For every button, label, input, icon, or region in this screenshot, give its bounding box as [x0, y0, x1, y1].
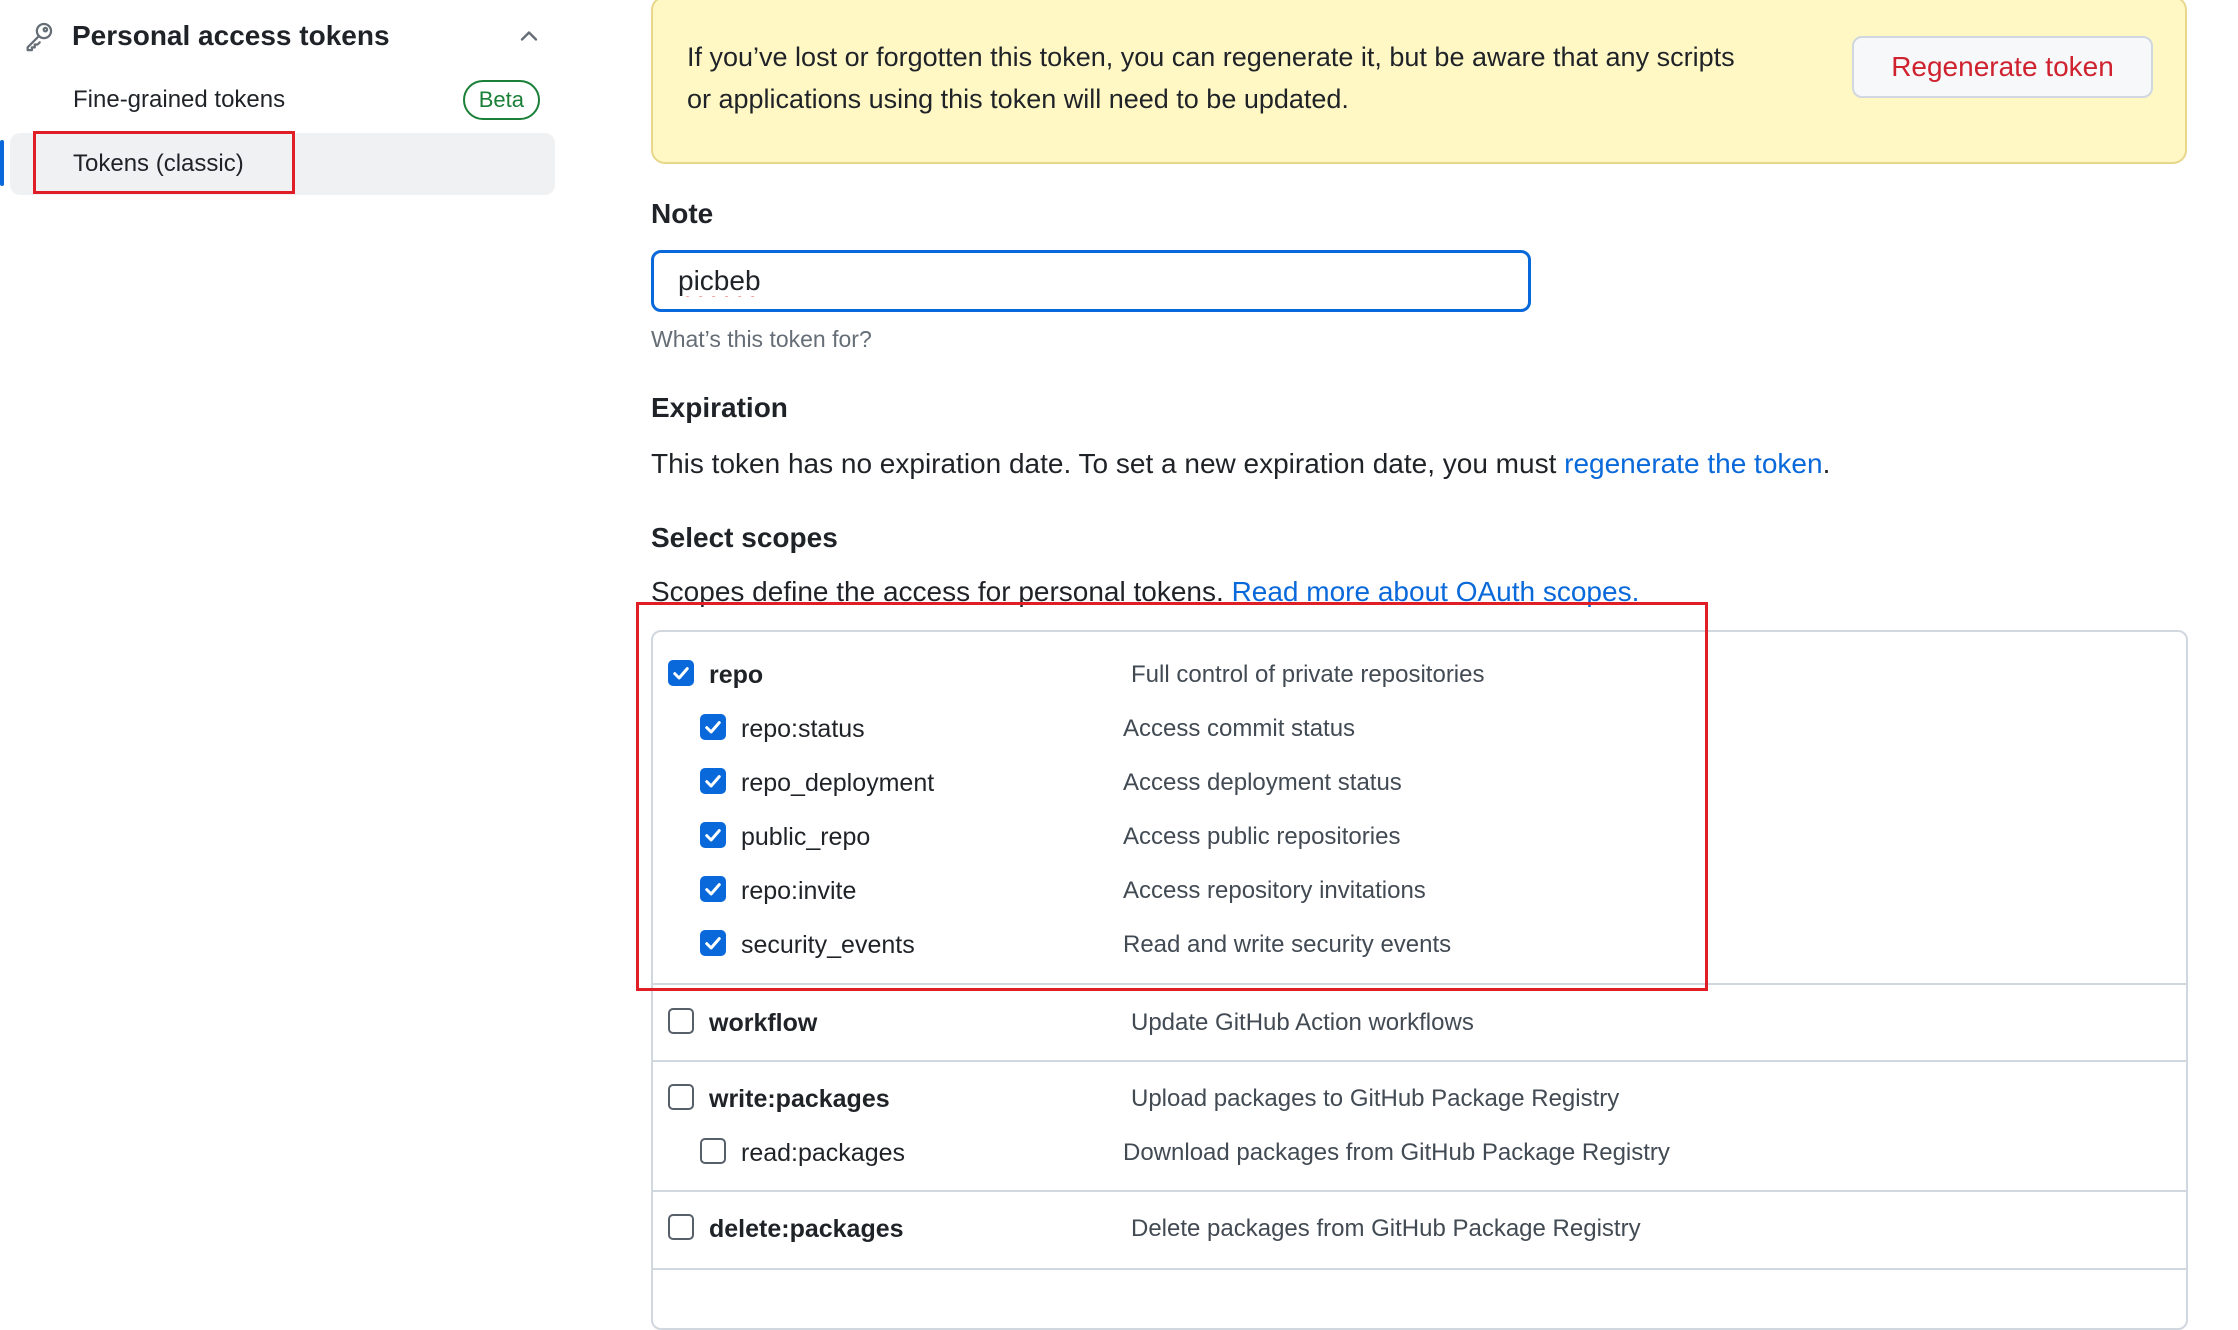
scope-name[interactable]: read:packages: [741, 1139, 906, 1167]
scope-group-divider: [651, 1190, 2188, 1192]
scope-row-delete-packages: [651, 1207, 2188, 1247]
expiration-suffix: .: [1822, 448, 1831, 479]
scopes-text: Scopes define the access for personal tokens.: [651, 576, 1232, 607]
scope-row-write-packages: [651, 1077, 2188, 1117]
scope-description: Upload packages to GitHub Package Registry: [1131, 1085, 1620, 1112]
scope-name[interactable]: security_events: [741, 931, 915, 959]
note-label: Note: [651, 198, 714, 229]
note-hint: What’s this token for?: [651, 326, 872, 352]
highlight-box-tokens-classic: [33, 131, 295, 194]
scope-checkbox[interactable]: [668, 1008, 694, 1034]
scope-name[interactable]: public_repo: [741, 823, 871, 851]
scope-description: Access commit status: [1123, 715, 1356, 742]
sidebar-section-title: Personal access tokens: [72, 20, 390, 51]
scope-name[interactable]: delete:packages: [709, 1215, 904, 1243]
scope-description: Access repository invitations: [1123, 877, 1426, 904]
note-input[interactable]: [651, 250, 1531, 312]
scope-description: Read and write security events: [1123, 931, 1452, 958]
scope-name[interactable]: workflow: [709, 1009, 818, 1037]
expiration-text: [651, 448, 1830, 480]
scope-row-read-packages: [651, 1131, 2188, 1171]
chevron-up-icon[interactable]: [515, 22, 543, 50]
oauth-scopes-link[interactable]: Read more about OAuth scopes.: [1231, 576, 1640, 607]
scope-checkbox[interactable]: [700, 1138, 726, 1164]
scope-name[interactable]: write:packages: [709, 1085, 890, 1113]
scope-description: Delete packages from GitHub Package Registry: [1131, 1215, 1641, 1242]
regenerate-token-button[interactable]: Regenerate token: [1852, 36, 2153, 98]
sidebar-section-personal-access-tokens[interactable]: [22, 12, 547, 60]
active-indicator: [0, 140, 4, 186]
scope-checkbox[interactable]: [668, 1214, 694, 1240]
scope-description: Update GitHub Action workflows: [1131, 1009, 1474, 1036]
beta-badge: Beta: [463, 80, 540, 120]
scope-name[interactable]: repo_deployment: [741, 769, 935, 797]
sidebar: [0, 0, 560, 1270]
scope-description: Access public repositories: [1123, 823, 1401, 850]
warning-flash: [651, 0, 2187, 164]
scope-checkbox[interactable]: [668, 1084, 694, 1110]
scope-description: Access deployment status: [1123, 769, 1402, 796]
scope-name[interactable]: repo: [709, 661, 764, 689]
flash-message: If you’ve lost or forgotten this token, you can regenerate it, but be aware that any scripts or applications using this token will need to be updated.: [687, 42, 1735, 114]
scope-name[interactable]: repo:invite: [741, 877, 857, 905]
sidebar-item-label: Fine-grained tokens: [73, 86, 286, 113]
highlight-box-repo-scopes: [636, 602, 1708, 991]
sidebar-item-fine-grained-tokens[interactable]: [0, 69, 552, 131]
expiration-label: Expiration: [651, 392, 788, 423]
scope-group-divider: [651, 1060, 2188, 1062]
regenerate-token-link[interactable]: regenerate the token: [1564, 448, 1823, 479]
scope-name[interactable]: repo:status: [741, 715, 865, 743]
expiration-message: This token has no expiration date. To set a new expiration date, you must: [651, 448, 1565, 479]
scope-row-workflow: [651, 1001, 2188, 1041]
sidebar-item-label: Tokens (classic): [73, 150, 244, 177]
key-icon: [22, 19, 56, 53]
scope-description: Download packages from GitHub Package Registry: [1123, 1139, 1670, 1166]
select-scopes-label: Select scopes: [651, 522, 838, 553]
scope-description: Full control of private repositories: [1131, 661, 1485, 688]
